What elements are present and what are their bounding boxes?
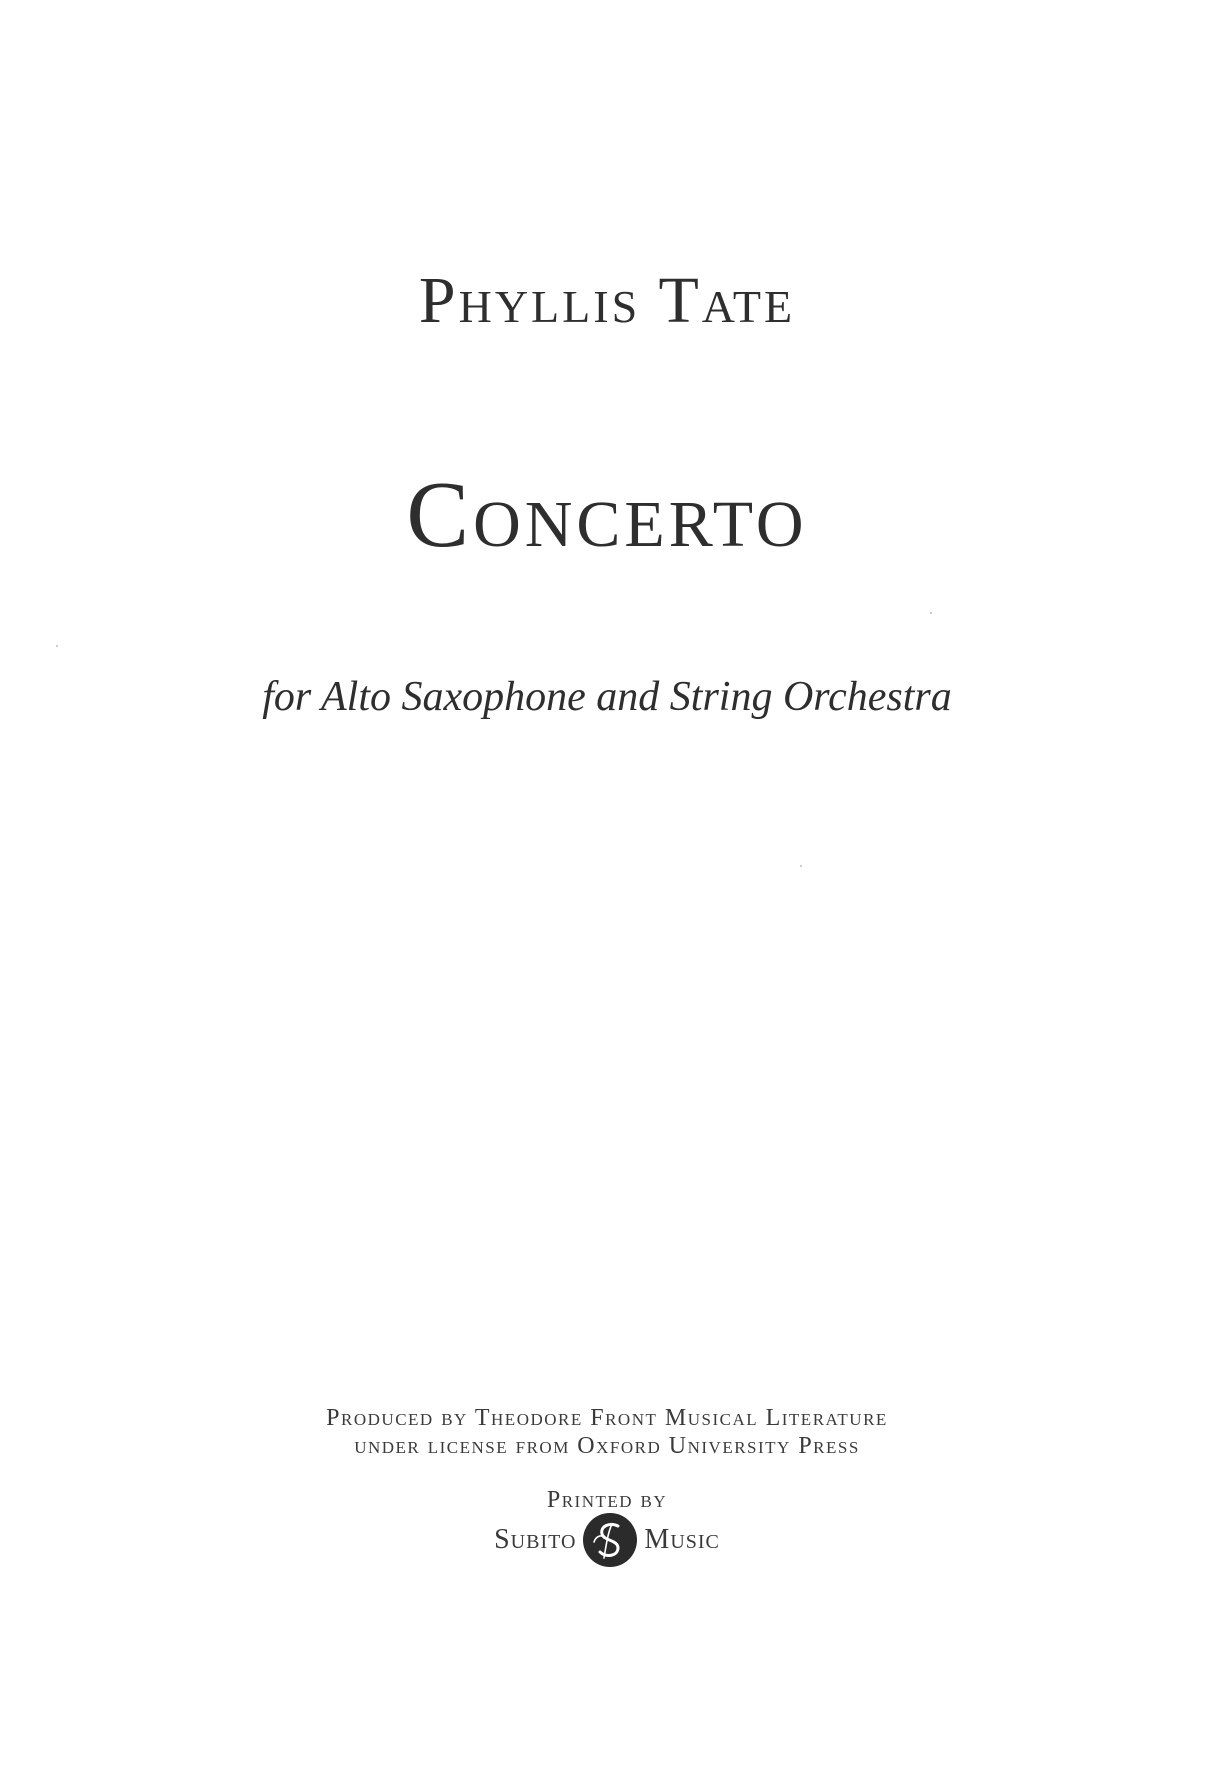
paper-speck (800, 865, 802, 867)
license-credit: under license from Oxford University Press (354, 1433, 860, 1459)
subito-s-logo-icon (582, 1512, 638, 1568)
production-credit: Produced by Theodore Front Musical Literature (326, 1405, 888, 1431)
work-subtitle: for Alto Saxophone and String Orchestra (262, 674, 952, 720)
printed-by-label: Printed by (546, 1487, 668, 1513)
logo-word-left: Subito (494, 1524, 577, 1555)
work-title: Concerto (406, 463, 808, 567)
composer-name: Phyllis Tate (418, 264, 796, 337)
logo-word-right: Music (644, 1524, 720, 1555)
paper-speck (56, 645, 58, 647)
paper-speck (930, 612, 932, 614)
publisher-logo (0, 1512, 1214, 1568)
